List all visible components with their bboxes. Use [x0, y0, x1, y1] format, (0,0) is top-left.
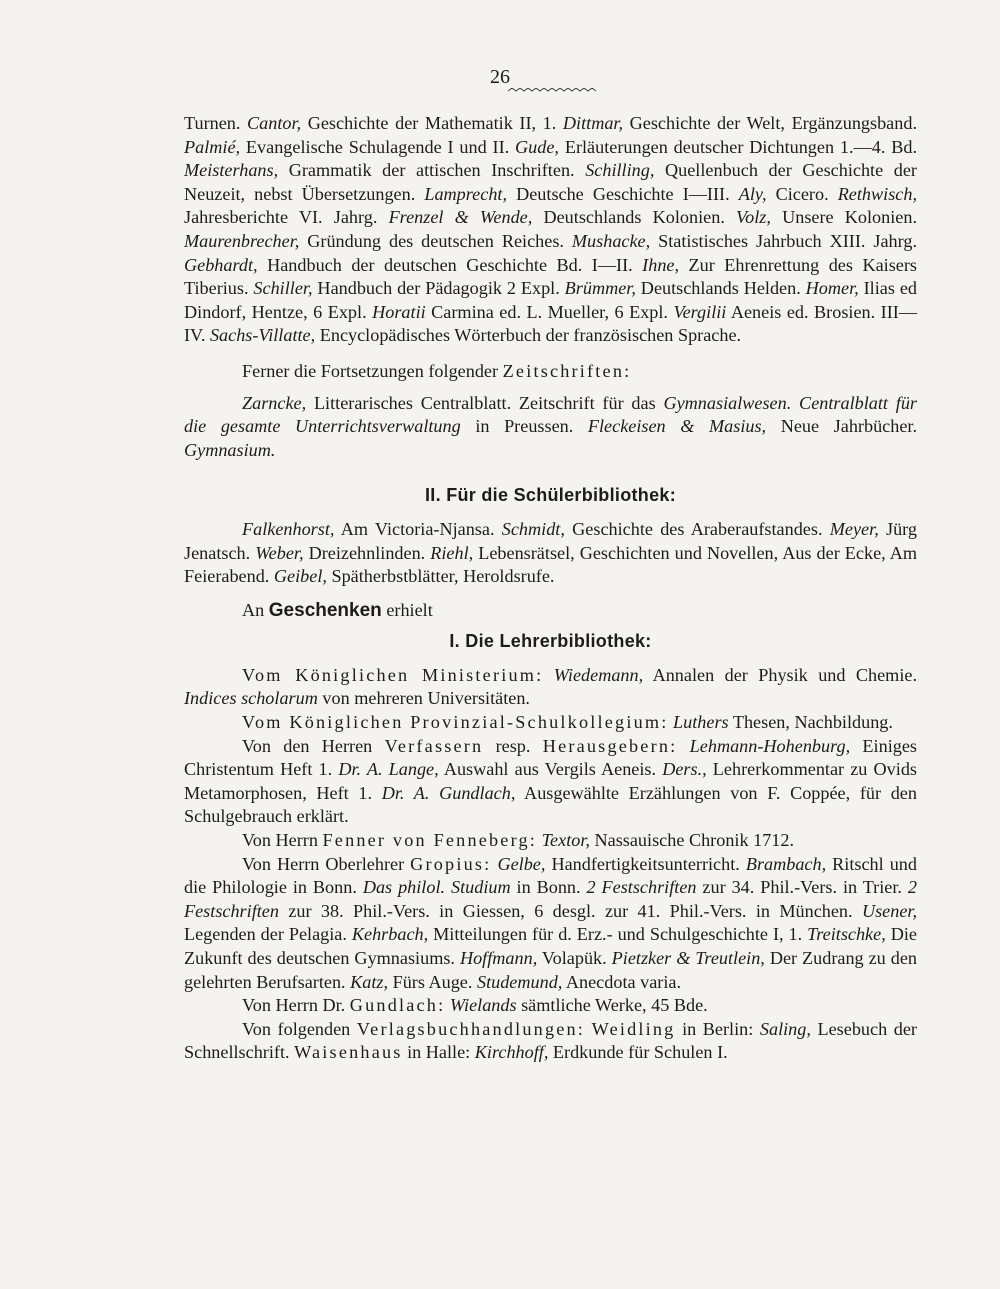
italic-text: Schilling, — [585, 160, 655, 181]
italic-text: Meisterhans, — [184, 160, 279, 181]
gifts-intro-word: erhielt — [386, 599, 433, 620]
italic-text: Das philol. Studium — [362, 877, 511, 898]
italic-text: Weber, — [255, 542, 304, 563]
text-run: Encyclopädisches Wörterbuch der französischen Sprache. — [315, 325, 742, 346]
italic-text: Gude, — [515, 136, 559, 157]
spaced-text: Weidling — [591, 1018, 676, 1039]
section-heading: I. Die Lehrerbibliothek: — [449, 631, 652, 652]
italic-text: Maurenbrecher, — [184, 230, 300, 251]
italic-text: Aly, — [738, 183, 767, 204]
paragraph — [184, 664, 917, 711]
italic-text: Rethwisch, — [837, 183, 917, 204]
spaced-text: Vom Königlichen Provinzial-Schulkollegium: — [242, 712, 669, 733]
text-run: Gründung des deutschen Reiches. — [299, 230, 572, 251]
text-run: Ausgewählte Erzählungen von F. Coppée, für den Schulgebrauch erklärt. — [184, 782, 917, 827]
text-run: Annalen der Physik und Chemie. — [643, 664, 917, 685]
italic-text: Frenzel & Wende, — [388, 207, 533, 228]
text-run: Aeneis ed. Brosien. III—IV. — [184, 301, 918, 346]
italic-text: Gymnasium. — [184, 439, 276, 460]
text-run: Grammatik der attischen Inschriften. — [278, 160, 586, 181]
text-run: Ferner die Fortsetzungen folgender — [242, 360, 503, 381]
text-run: Quellenbuch der Geschichte der Neuzeit, nebst Übersetzungen. — [184, 160, 917, 204]
gifts-intro-emphasis: Geschenken — [268, 599, 382, 621]
italic-text: 2 Festschriften — [586, 877, 697, 898]
text-run: zur 38. Phil.-Vers. in Giessen, 6 desgl. zur 41. Phil.-Vers. in München. — [278, 900, 862, 921]
text-run: in Halle: — [402, 1042, 475, 1063]
italic-text: Saling, — [759, 1018, 811, 1039]
gifts-intro-word: An — [242, 599, 265, 620]
page-number-ornament — [508, 88, 596, 94]
italic-text: Schmidt, — [501, 518, 565, 539]
italic-text: Kehrbach, — [351, 924, 429, 945]
text-run: Von folgenden — [242, 1018, 357, 1039]
text-run: in Bonn. — [510, 877, 587, 898]
text-run: Geschichte der Mathematik II, 1. — [301, 113, 563, 133]
text-run: Erläuterungen deutscher Dichtungen 1.—4. Bd. — [558, 136, 917, 157]
text-run: Einiges Christentum Heft 1. — [184, 735, 917, 780]
italic-text: Gymnasialwesen. Centralblatt für die gesamte Unterrichtsverwaltung — [184, 392, 917, 437]
text-run: Lebensrätsel, Geschichten und Novellen, Aus der Ecke, Am Feierabend. — [184, 542, 917, 587]
italic-text: Textor, — [541, 830, 590, 851]
italic-text: Dr. A. Lange, — [338, 759, 439, 780]
text-run: Handbuch der Pädagogik 2 Expl. — [312, 278, 565, 299]
text-run: Von Herrn Dr. — [242, 995, 350, 1016]
italic-text: Treitschke, — [807, 924, 886, 945]
paragraph — [184, 1018, 917, 1065]
italic-text: Wielands — [449, 995, 517, 1016]
text-run: Auswahl aus Vergils Aeneis. — [438, 759, 663, 780]
paragraph — [184, 735, 917, 829]
text-run: Nassauische Chronik 1712. — [589, 830, 795, 851]
text-run: Mitteilungen für d. Erz.- und Schulgeschichte I, 1. — [428, 924, 808, 945]
italic-text: Dr. A. Gundlach, — [381, 782, 516, 803]
text-run: Von Herrn — [242, 830, 323, 851]
italic-text: Sachs-Villatte, — [209, 325, 316, 346]
italic-text: Brambach, — [745, 853, 827, 874]
text-run: Deutschlands Kolonien. — [532, 207, 737, 228]
text-run: Von den Herren — [242, 735, 385, 756]
spaced-text: Waisenhaus — [294, 1042, 403, 1063]
gifts-intro — [184, 599, 917, 623]
italic-text: Indices scholarum — [184, 688, 318, 709]
text-run: Cicero. — [766, 183, 838, 204]
italic-text: Vergilii — [673, 301, 727, 322]
text-run: resp. — [483, 735, 543, 756]
paragraph — [184, 518, 917, 589]
section-heading: II. Für die Schülerbibliothek: — [424, 485, 677, 506]
paragraph — [184, 112, 917, 348]
text-run — [677, 736, 689, 756]
italic-text: Pietzker & Treutlein, — [611, 948, 765, 968]
text-run: Ritschl und die Philologie in Bonn. — [184, 853, 917, 898]
spaced-text: Gundlach: — [349, 995, 446, 1016]
text-run: Geschichte der Welt, Ergänzungsband. — [623, 113, 917, 133]
text-run: Fürs Auge. — [388, 971, 477, 992]
italic-text: Lehmann-Hohenburg, — [689, 735, 851, 756]
italic-text: Ihne, — [642, 254, 680, 275]
italic-text: Falkenhorst, — [242, 518, 335, 539]
italic-text: Katz, — [350, 971, 389, 992]
italic-text: Geibel, — [273, 566, 327, 587]
page-number: 26 — [490, 66, 510, 88]
italic-text: Brümmer, — [564, 278, 636, 299]
text-run: Statistisches Jahrbuch XIII. Jahrg. — [650, 230, 918, 251]
paragraph — [184, 829, 917, 853]
italic-text: Zarncke, — [242, 392, 307, 413]
italic-text: Horatii — [372, 301, 426, 322]
text-run: Thesen, Nachbildung. — [728, 712, 893, 733]
italic-text: Dittmar, — [562, 113, 624, 133]
italic-text: Hoffmann, — [459, 948, 538, 968]
text-run: sämtliche Werke, 45 Bde. — [516, 995, 708, 1016]
italic-text: Ders., — [662, 759, 707, 780]
text-run: Evangelische Schulagende I und II. — [240, 136, 516, 157]
text-run: Unsere Kolonien. — [770, 207, 918, 228]
italic-text: Usener, — [861, 900, 917, 921]
spaced-text: Vom Königlichen Ministerium: — [242, 664, 544, 685]
italic-text: Riehl, — [430, 542, 474, 563]
text-run: in Preussen. — [460, 416, 588, 437]
text-run: Volapük. — [537, 948, 612, 968]
text-run: Lesebuch der Schnellschrift. — [184, 1018, 917, 1063]
gift-paragraphs — [184, 664, 917, 1065]
italic-text: Homer, — [805, 278, 859, 299]
paragraph — [184, 392, 917, 463]
text-run: Neue Jahrbücher. — [766, 416, 917, 437]
paragraph — [184, 994, 917, 1018]
text-run: Von Herrn Oberlehrer — [242, 853, 411, 874]
text-run: zur 34. Phil.-Vers. in Trier. — [696, 877, 908, 898]
spaced-text: Fenner von Fenneberg: — [322, 830, 538, 851]
spaced-text: Gropius: — [410, 853, 492, 874]
text-run: Lehrerkommentar zu Ovids Metamorphosen, Heft 1. — [184, 759, 917, 803]
italic-text: Palmié, — [184, 136, 241, 157]
italic-text: Studemund, — [476, 971, 563, 992]
text-run: Deutschlands Helden. — [635, 278, 806, 299]
text-run: Zur Ehrenrettung des Kaisers Tiberius. — [184, 254, 917, 299]
italic-text: Wiedemann, — [553, 664, 644, 685]
text-run: Deutsche Geschichte I—III. — [507, 183, 739, 204]
italic-text: Cantor, — [247, 113, 302, 133]
italic-text: Luthers — [673, 712, 729, 733]
text-run: Der Zudrang zu den gelehrten Berufsarten. — [184, 948, 917, 992]
italic-text: 2 Festschriften — [184, 877, 917, 921]
text-run — [543, 665, 553, 685]
text-run: Carmina ed. L. Mueller, 6 Expl. — [425, 301, 674, 322]
paragraph — [184, 853, 917, 995]
text-run — [585, 1019, 592, 1039]
text-run: Jürg Jenatsch. — [184, 518, 917, 563]
text-run: Turnen. — [184, 113, 248, 133]
text-run: Jahresberichte VI. Jahrg. — [184, 207, 389, 228]
italic-text: Fleckeisen & Masius, — [587, 416, 767, 437]
italic-text: Volz, — [736, 207, 771, 228]
spaced-text: Herausgebern: — [542, 735, 678, 756]
text-run: Handfertigkeitsunterricht. — [545, 853, 746, 874]
text-run: Am Victoria-Njansa. — [334, 518, 502, 539]
paragraph — [184, 711, 917, 735]
text-run: Geschichte des Araberaufstandes. — [564, 518, 830, 539]
italic-text: Gebhardt, — [184, 254, 258, 275]
italic-text: Kirchhoff, — [474, 1042, 549, 1063]
text-run: Dreizehnlinden. — [303, 542, 431, 563]
italic-text: Lamprecht, — [424, 183, 508, 204]
text-run: Litterarisches Centralblatt. Zeitschrift für das — [306, 392, 664, 413]
text-run: Handbuch der deutschen Geschichte Bd. I—II. — [257, 254, 643, 275]
italic-text: Schiller, — [253, 278, 313, 299]
text-run: Ilias ed Dindorf, Hentze, 6 Expl. — [184, 278, 917, 322]
text-run: Spätherbstblätter, Heroldsrufe. — [326, 566, 555, 587]
spaced-text: Verlagsbuchhandlungen: — [356, 1018, 586, 1039]
spaced-text: Zeitschriften: — [502, 360, 632, 381]
main-text — [184, 112, 917, 1065]
spaced-text: Verfassern — [384, 735, 484, 756]
paragraph — [184, 360, 917, 384]
text-run: von mehreren Universitäten. — [317, 688, 530, 709]
italic-text: Meyer, — [829, 518, 879, 539]
text-run: Legenden der Pelagia. — [184, 924, 352, 945]
text-run: Anecdota varia. — [562, 971, 682, 992]
italic-text: Gelbe, — [497, 853, 546, 874]
italic-text: Mushacke, — [571, 230, 651, 251]
text-run: Erdkunde für Schulen I. — [548, 1042, 728, 1063]
text-run: in Berlin: — [675, 1018, 760, 1039]
text-run: Die Zukunft des deutschen Gymnasiums. — [184, 924, 917, 968]
